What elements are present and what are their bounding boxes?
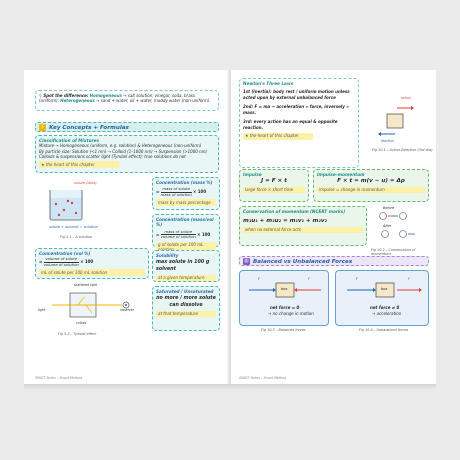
vol-percent-denominator: volume of solution <box>43 262 79 267</box>
balanced-f-left: F <box>258 277 261 281</box>
unbalanced-box-label: box <box>381 287 388 291</box>
balanced-box-label: box <box>281 287 288 291</box>
left-page <box>24 70 229 386</box>
unbalanced-net-force: net force ≠ 0 <box>370 305 400 310</box>
balanced-result: → no change in motion <box>268 311 314 316</box>
vol-percent-card <box>35 248 149 279</box>
impulse-equation: J = F × t <box>261 178 287 185</box>
tyndall-caption: Fig 5.2 – Tyndall effect <box>58 332 97 336</box>
classification-note <box>39 161 119 167</box>
open-book <box>24 70 436 386</box>
solubility-card <box>152 250 220 282</box>
impulse-note: large force × short time <box>243 187 305 193</box>
balanced-banner <box>239 256 429 266</box>
solute-solvent-label: solute + solvent = solution <box>49 225 98 229</box>
saturated-title: Saturated / Unsaturated <box>156 289 214 294</box>
collision-caption: Fig 10.2 – Conservation of momentum <box>371 248 416 256</box>
spot-prefix: Spot the difference: <box>43 93 89 98</box>
balanced-f-right: F <box>308 277 311 281</box>
mass-percent-denominator: mass of solution <box>160 192 192 197</box>
classification-line-1: Mixture → Homogeneous (uniform, e.g. solution) & Heterogeneous (non-uniform) <box>39 143 202 149</box>
classification-line-3: Colloids & suspensions scatter light (Tyndall effect); true solutions do not <box>39 154 186 160</box>
collision-illustration <box>371 210 421 246</box>
star-icon: ★ <box>245 133 250 138</box>
chart-icon: ▥ <box>244 258 249 264</box>
conservation-title: Conservation of momentum (NCERT marks) <box>243 209 346 214</box>
solubility-title: Solubility <box>156 253 179 258</box>
magnifier-icon: ⚲ <box>39 93 44 98</box>
mass-percent-numerator: mass of solute <box>162 186 191 192</box>
unbalanced-f-right: F <box>408 277 411 281</box>
saturated-card <box>152 286 220 331</box>
vol-percent-fraction <box>44 257 79 267</box>
balanced-net-force: net force = 0 <box>270 305 300 310</box>
vol-percent-title: Concentration (vol %) <box>39 251 91 256</box>
unbalanced-f-left: F <box>356 277 359 281</box>
banner-title: Key Concepts + Formulas <box>49 125 129 131</box>
solubility-text: max solute in 100 g solvent <box>156 260 210 273</box>
conservation-equation: m₁u₁ + m₂u₂ = m₁v₁ + m₂v₂ <box>243 218 327 225</box>
book-shadow <box>24 384 436 390</box>
colloid-label: colloid <box>76 321 87 325</box>
massvol-percent-numerator: mass of solute <box>161 230 196 236</box>
star-icon: ★ <box>41 161 46 167</box>
balanced-forces-card <box>239 270 329 326</box>
newton-law-2: 2nd: F = ma → acceleration ∝ force, inversely ∝ mass. <box>243 104 350 115</box>
action-reaction-illustration <box>371 102 421 142</box>
scattered-light-label: scattered light <box>74 283 98 287</box>
massvol-percent-denominator: volume of solution <box>160 234 196 240</box>
solubility-note: at a given temperature <box>156 275 216 281</box>
massvol-percent-title: Concentration (mass/vol %) <box>156 217 214 228</box>
action-label: action <box>401 96 411 100</box>
mass-percent-fraction <box>161 187 192 197</box>
impulse-card <box>239 169 309 202</box>
left-footer: SMSST Notes – Smart Method <box>35 376 83 380</box>
vol-percent-numerator: volume of solute <box>45 256 78 262</box>
right-footer: SMSST Notes – Smart Method <box>239 376 287 380</box>
massvol-percent-card <box>152 214 220 247</box>
impulse-momentum-card <box>313 169 429 202</box>
heterogeneous-examples: → sand + water, oil + water, muddy water (non-uniform). <box>94 98 211 104</box>
lightning-icon: ⚡ <box>40 124 45 130</box>
conservation-card <box>239 206 367 246</box>
observer-label: observer <box>120 308 135 312</box>
unbalanced-forces-card <box>335 270 429 326</box>
heterogeneous-term: Heterogeneous <box>60 98 95 104</box>
before-label: Before <box>383 206 395 210</box>
newton-title: Newton's Three Laws <box>243 81 294 86</box>
impulse-title: Impulse <box>243 172 262 177</box>
mass-percent-times: × 100 <box>193 189 207 195</box>
vol-percent-times: × 100 <box>80 259 94 265</box>
homogeneous-examples: → salt solution, vinegar, soda, brass <box>121 93 195 98</box>
newton-note <box>243 133 313 140</box>
mass-percent-note: mass by mass percentage <box>156 199 216 205</box>
massvol-percent-times: × 100 <box>197 231 211 237</box>
homogeneous-term: Homogeneous <box>89 93 122 98</box>
classification-card <box>35 135 219 173</box>
newton-law-1: 1st (Inertia): body rest / uniform motion unless acted upon by external unbalanced force <box>243 89 350 100</box>
mass-percent-title: Concentration (mass %) <box>156 180 213 185</box>
classification-note-text: the heart of this chapter <box>45 161 95 167</box>
impulse-momentum-equation: F × t = m(v − u) = Δp <box>337 178 405 185</box>
tyndall-effect-illustration <box>38 283 148 327</box>
unbalanced-caption: Fig 10.4 – Unbalanced forces <box>359 328 409 332</box>
beaker-illustration <box>46 188 86 222</box>
unbalanced-result: → acceleration <box>372 311 402 316</box>
after-label: After <box>383 224 392 228</box>
newton-law-3: 3rd: every action has an equal & opposite reaction. <box>243 119 338 130</box>
saturated-note: at that temperature <box>156 311 216 317</box>
impulse-momentum-note: impulse = change in momentum <box>317 187 425 193</box>
mass-percent-card <box>152 177 220 210</box>
newton-note-text: the heart of this chapter <box>249 133 299 138</box>
massvol-percent-equals: = <box>156 231 160 237</box>
mass-percent-equals: = <box>156 189 160 195</box>
right-page <box>231 70 436 386</box>
classification-title: Classification of Mixtures <box>39 138 99 143</box>
impulse-momentum-title: Impulse–momentum <box>317 172 365 177</box>
spot-difference-box <box>35 90 219 111</box>
action-reaction-caption: Fig 10.1 – Action-Reaction (3rd law) <box>372 148 433 152</box>
saturated-text: no more / more solute can dissolve <box>156 296 216 309</box>
newton-laws-card <box>239 78 359 168</box>
massvol-percent-note: g of solute per 100 mL <box>156 242 216 254</box>
light-label: light <box>38 308 46 312</box>
balanced-banner-title: Balanced vs Unbalanced Forces <box>253 259 353 265</box>
key-concepts-banner <box>35 122 219 132</box>
solute-dots-label: solute (dots) <box>74 181 97 185</box>
reaction-label: reaction <box>381 139 395 143</box>
uniform-text: (uniform). <box>39 98 61 104</box>
vol-percent-note: mL of solute per 100 mL solution <box>39 269 145 275</box>
conservation-note: when no external force acts <box>243 227 363 233</box>
classification-line-2: By particle size: Solution (<1 nm) → Colloid (1–1000 nm) → Suspension (>1000 nm) <box>39 148 208 154</box>
solution-figure-caption: Fig 5.1 – A solution <box>60 235 93 239</box>
vol-percent-equals: = <box>39 259 43 265</box>
solution-figure-card <box>35 177 149 233</box>
massvol-percent-fraction <box>161 230 196 240</box>
balanced-caption: Fig 10.3 – Balanced forces <box>261 328 306 332</box>
